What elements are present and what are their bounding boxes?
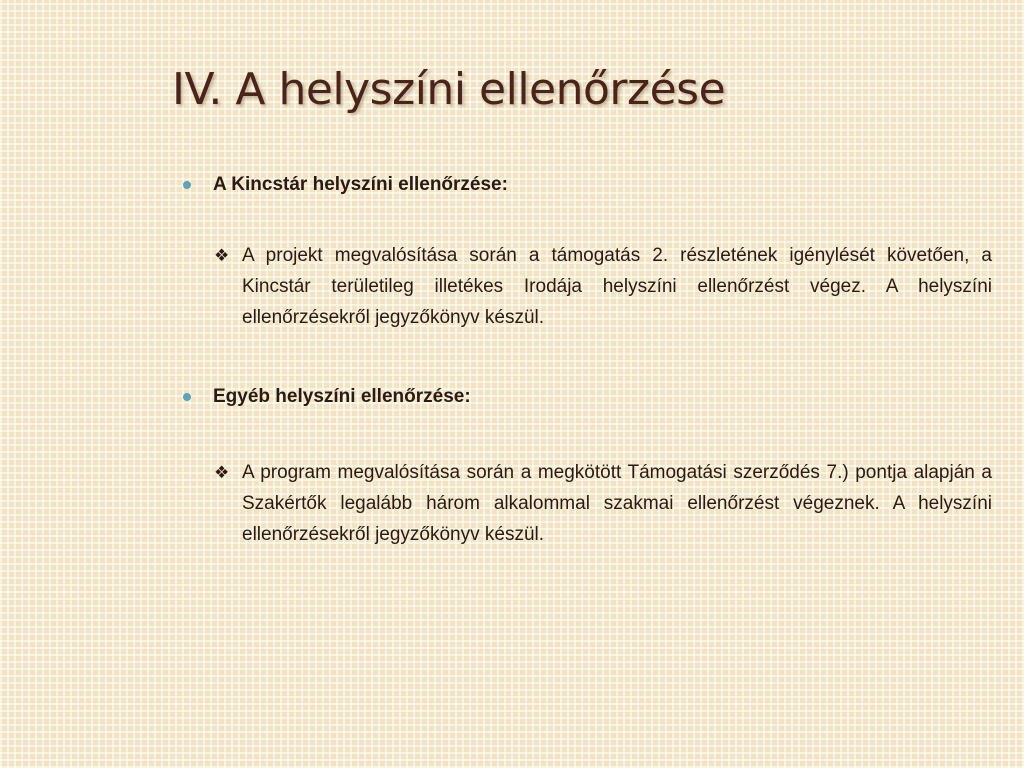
sub-bullet-egyeb: [214, 457, 992, 550]
bullet-heading: A Kincstár helyszíni ellenőrzése:: [213, 174, 508, 195]
slide-title: IV. A helyszíni ellenőrzése: [172, 64, 726, 115]
sub-bullet-kincstar: [214, 240, 992, 333]
sub-bullet-text: A program megvalósítása során a megkötött Támogatási szerződés 7.) pontja alapján a Szakértők legalább három alkalommal szakmai ellenőrzést végeznek. A helyszíni ellenőrzésekről jegyzőkönyv készül.: [242, 462, 992, 545]
four-diamond-icon: ❖: [214, 246, 230, 265]
sub-bullet-text: A projekt megvalósítása során a támogatás 2. részletének igénylését követően, a Kincstár területileg illetékes Irodája helyszíni ellenőrzést végez. A helyszíni ellenőrzésekről jegyzőkönyv készül.: [242, 245, 992, 328]
bullet-kincstar: [180, 170, 992, 200]
round-dot-icon: [183, 181, 191, 189]
bullet-egyeb: [180, 382, 992, 412]
slide-content: [180, 170, 992, 550]
bullet-heading: Egyéb helyszíni ellenőrzése:: [213, 386, 471, 407]
round-dot-icon: [183, 393, 191, 401]
four-diamond-icon: ❖: [214, 463, 230, 482]
